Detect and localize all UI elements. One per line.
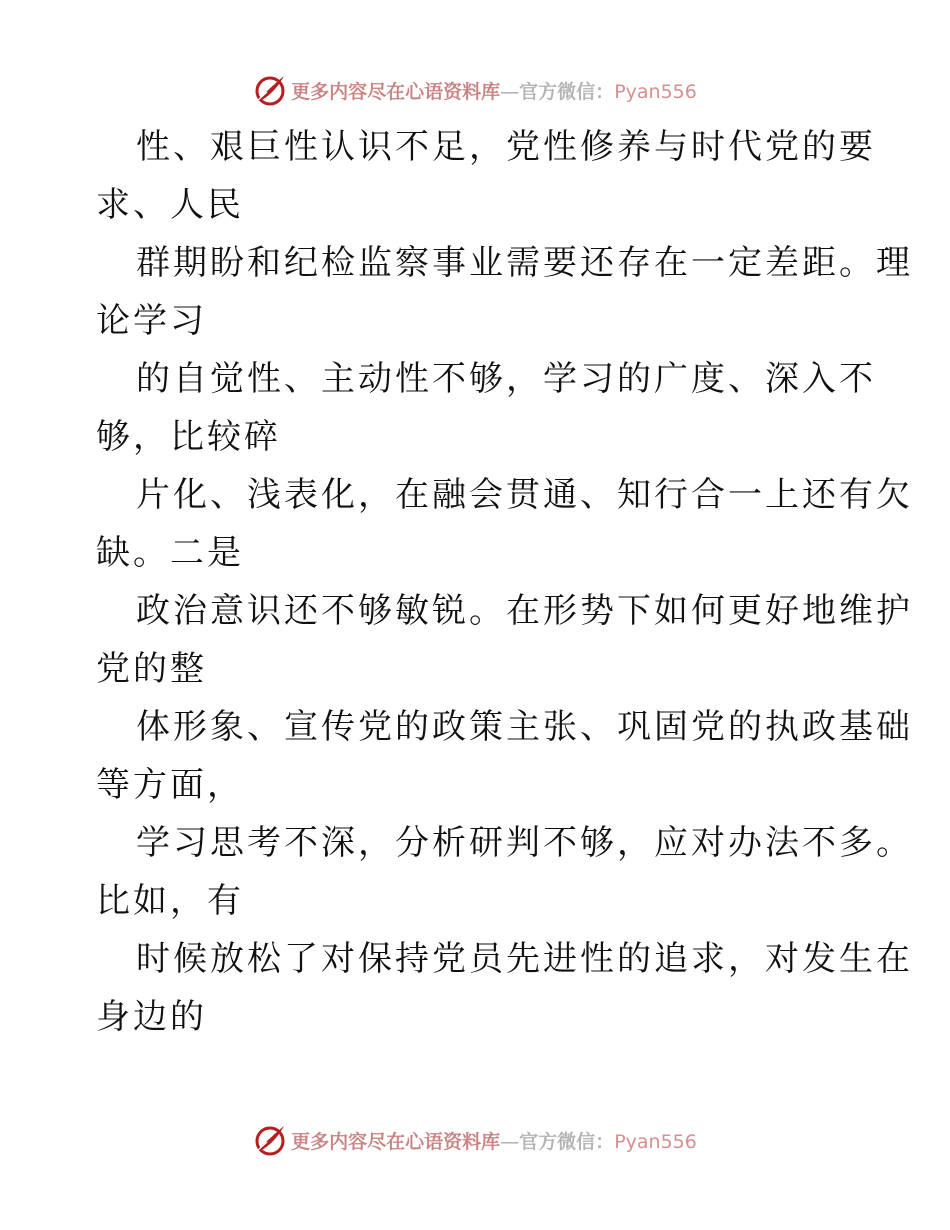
body-line: 求、人民 xyxy=(96,185,244,225)
body-line: 等方面， xyxy=(96,765,244,805)
header-wechat-label: 官方微信： xyxy=(519,80,615,103)
body-line: 性、艰巨性认识不足，党性修养与时代党的要 xyxy=(136,127,876,167)
footer-separator: — xyxy=(500,1130,520,1153)
header-banner-inner xyxy=(253,73,697,107)
quill-pen-circle-icon xyxy=(253,73,287,107)
header-main-text: 更多内容尽在心语资料库 xyxy=(291,80,501,103)
body-line: 群期盼和纪检监察事业需要还存在一定差距。理 xyxy=(136,243,913,283)
quill-pen-circle-icon xyxy=(253,1123,287,1157)
footer-wechat-label: 官方微信： xyxy=(519,1130,615,1153)
body-line: 片化、浅表化，在融会贯通、知行合一上还有欠 xyxy=(136,475,913,515)
body-line: 够，比较碎 xyxy=(96,417,281,457)
body-line: 体形象、宣传党的政策主张、巩固党的执政基础 xyxy=(136,707,913,747)
body-line: 政治意识还不够敏锐。在形势下如何更好地维护 xyxy=(136,591,913,631)
header-separator: — xyxy=(500,80,520,103)
header-banner xyxy=(0,70,950,110)
footer-banner xyxy=(0,1120,950,1160)
header-text xyxy=(291,77,697,104)
document-body xyxy=(96,118,913,1046)
body-line: 时候放松了对保持党员先进性的追求，对发生在 xyxy=(136,939,913,979)
footer-text xyxy=(291,1127,697,1154)
body-line: 缺。二是 xyxy=(96,533,244,573)
header-wechat-handle: Pyan556 xyxy=(614,80,697,103)
body-line: 身边的 xyxy=(96,997,207,1037)
footer-main-text: 更多内容尽在心语资料库 xyxy=(291,1130,501,1153)
body-line: 比如，有 xyxy=(96,881,244,921)
footer-wechat-handle: Pyan556 xyxy=(614,1130,697,1153)
footer-banner-inner xyxy=(253,1123,697,1157)
body-line: 党的整 xyxy=(96,649,207,689)
body-line: 的自觉性、主动性不够，学习的广度、深入不 xyxy=(136,359,876,399)
body-line: 论学习 xyxy=(96,301,207,341)
body-line: 学习思考不深，分析研判不够，应对办法不多。 xyxy=(136,823,913,863)
